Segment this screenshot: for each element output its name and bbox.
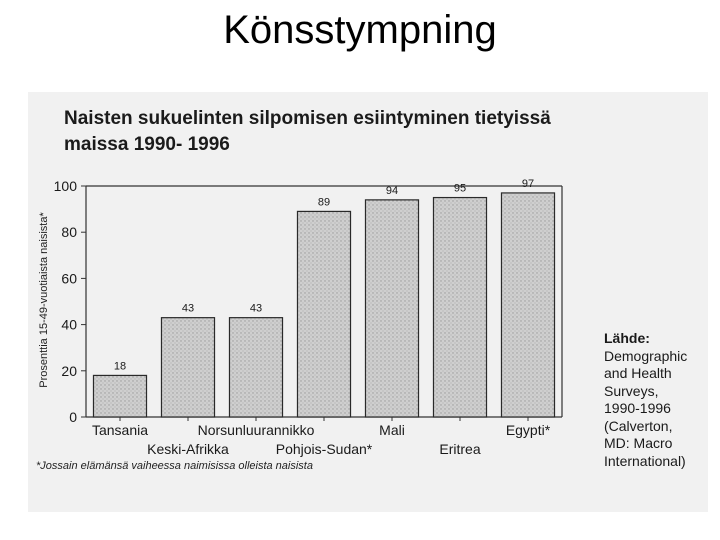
source-line: (Calverton, [604,417,673,434]
y-tick-label: 20 [61,362,77,379]
bar [229,318,282,417]
bar [501,193,554,417]
source-line: MD: Macro [604,435,673,451]
bar [365,200,418,417]
bar [433,198,486,417]
y-tick-label: 0 [69,409,77,425]
bar [93,375,146,417]
data-label: 94 [385,184,399,197]
chart-title: Naisten sukuelinten silpomisen esiintyminen tietyissä maissa 1990- 1996 [64,108,551,155]
source-line: International) [604,452,686,469]
x-tick-label: Egypti* [505,422,551,438]
data-label: 43 [181,302,195,315]
x-tick-label: Norsunluurannikko [197,422,315,438]
x-tick-label: Mali [379,422,405,438]
y-tick-label: 100 [53,178,77,194]
y-axis-label: Prosenttia 15-49-vuotiaista naisista* [38,212,50,388]
source-line: 1990-1996 [604,400,671,416]
bar [161,318,214,417]
slide-title: Könsstympning [223,8,497,52]
y-tick-label: 40 [61,316,77,333]
data-label: 97 [521,177,535,190]
x-tick-label: Keski-Afrikka [147,441,229,457]
x-tick-label: Eritrea [439,441,481,457]
source-note [604,330,714,470]
source-line: Demographic [604,347,688,364]
x-tick-label: Pohjois-Sudan* [275,441,373,457]
bar [297,211,350,417]
x-tick-label: Tansania [91,422,149,438]
data-label: 18 [113,360,127,373]
data-label: 95 [453,182,467,195]
source-line: and Health [604,365,672,381]
y-tick-label: 80 [61,224,77,241]
footnote: *Jossain elämänsä vaiheessa naimisissa olleista naisista [36,460,313,472]
data-label: 89 [317,196,331,209]
source-heading: Lähde: [604,330,650,346]
y-tick-label: 60 [61,270,77,287]
data-label: 43 [249,302,263,315]
source-line: Surveys, [604,382,659,399]
